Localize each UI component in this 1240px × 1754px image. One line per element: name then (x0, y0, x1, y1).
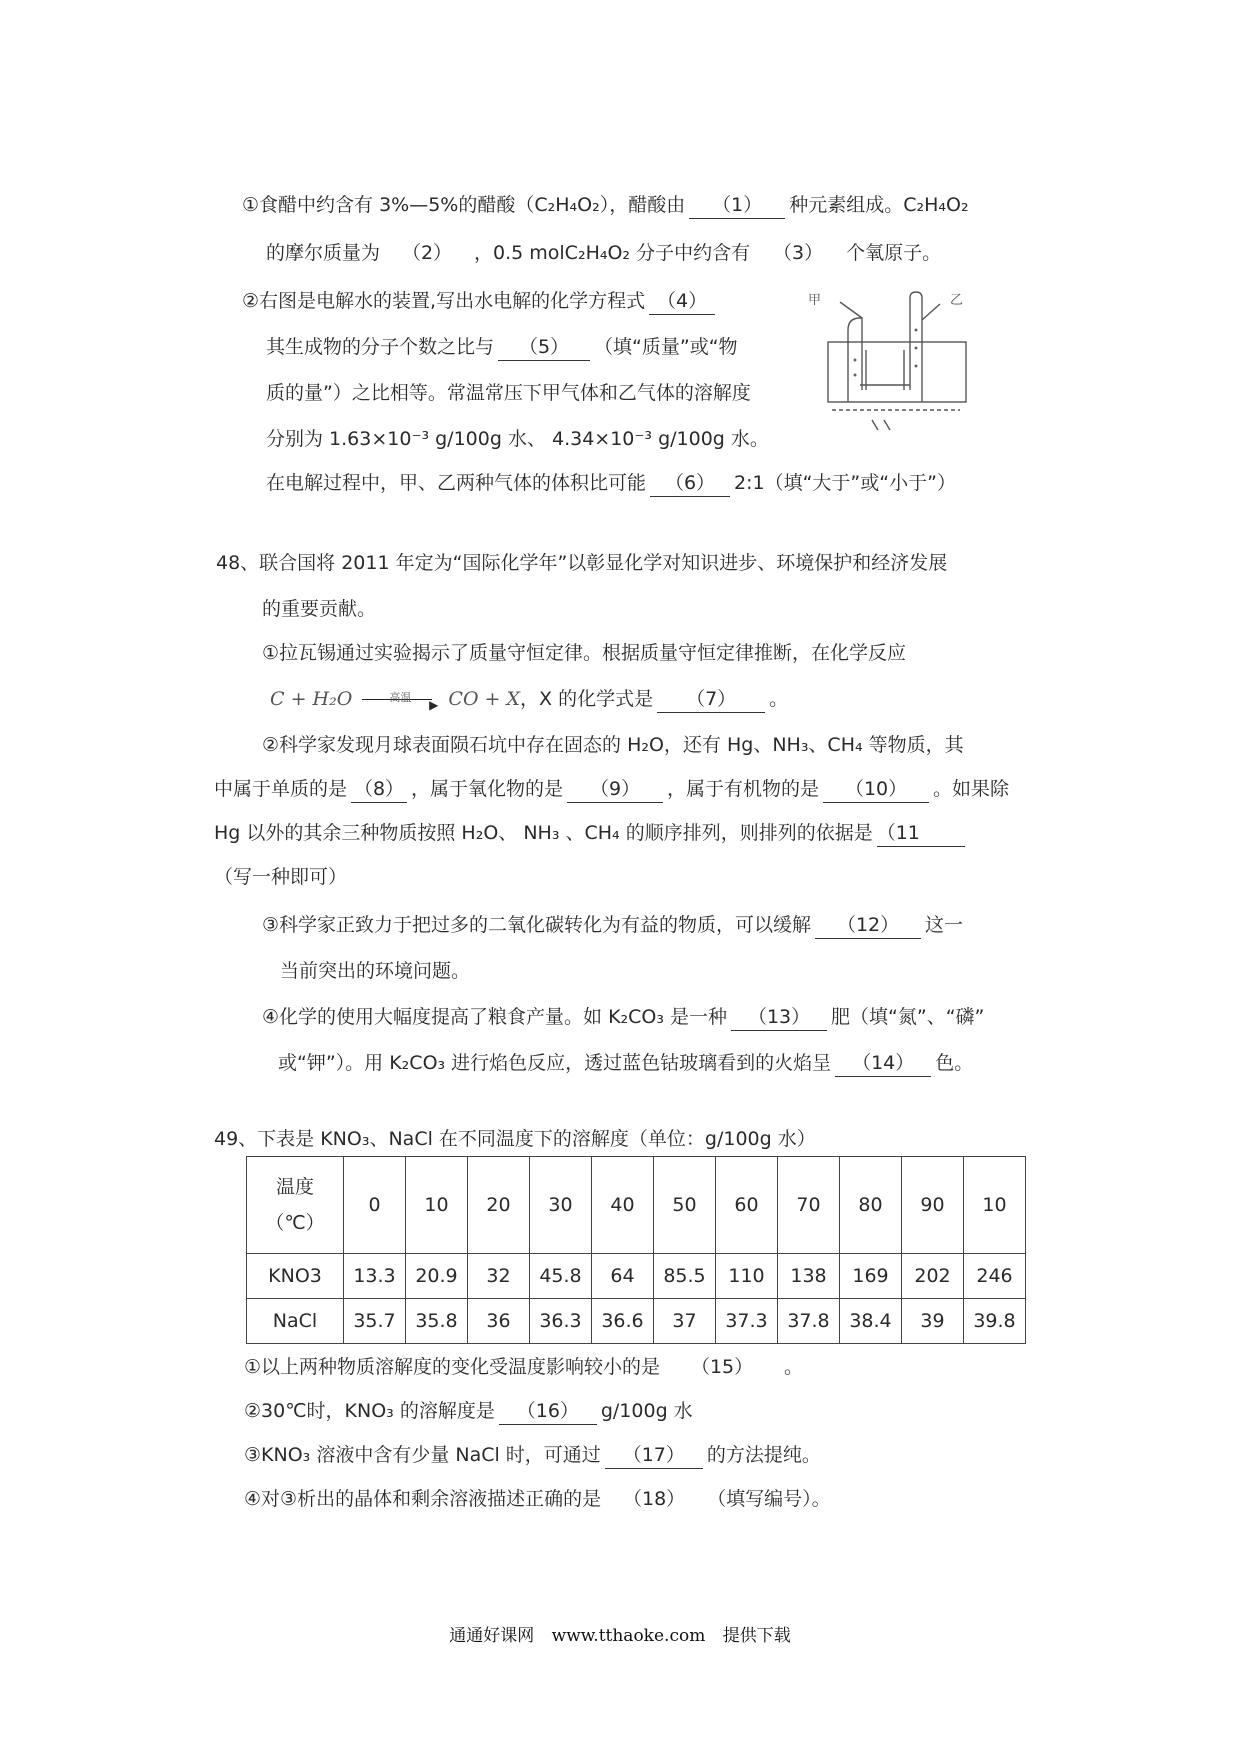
q49-text: 的方法提纯。 (706, 1444, 821, 1466)
value-cell: 169 (840, 1254, 902, 1299)
value-cell: 110 (716, 1254, 778, 1299)
value-cell: 38.4 (840, 1299, 902, 1344)
value-cell: 202 (902, 1254, 964, 1299)
answer-blank-6: （6） (650, 470, 730, 497)
answer-blank-1: （1） (689, 192, 785, 219)
value-cell: 246 (964, 1254, 1026, 1299)
temp-cell: 40 (592, 1157, 654, 1254)
q47-text: 的摩尔质量为 (266, 242, 381, 264)
answer-blank-7: （7） (657, 686, 765, 713)
q47-line-6: 分别为 1.63×10⁻³ g/100g 水、 4.34×10⁻³ g/100g 水。 (266, 428, 769, 450)
value-cell: 37.3 (716, 1299, 778, 1344)
q48-line-1: 48、联合国将 2011 年定为“国际化学年”以彰显化学对知识进步、环境保护和经济发展 (216, 552, 948, 574)
q49-sub-1 (244, 1354, 803, 1380)
value-cell: 39 (902, 1299, 964, 1344)
page-footer (0, 1621, 1240, 1646)
table-header-row (247, 1157, 1026, 1254)
value-cell: 36.6 (592, 1299, 654, 1344)
q47-line-4 (266, 334, 738, 361)
solubility-table (246, 1156, 1026, 1344)
value-cell: 36.3 (530, 1299, 592, 1344)
row-label-cell: NaCl (247, 1299, 344, 1344)
q47-text: （填“质量”或“物 (594, 336, 738, 358)
temperature-label: 温度 (275, 1176, 314, 1198)
answer-blank-2: （2） (401, 242, 453, 264)
value-cell: 32 (468, 1254, 530, 1299)
value-cell: 45.8 (530, 1254, 592, 1299)
q48-line-8: （写一种即可） (214, 866, 348, 888)
q49-sub-3 (244, 1442, 821, 1469)
answer-blank-17: （17） (605, 1442, 703, 1469)
row-label-cell: KNO3 (247, 1254, 344, 1299)
value-cell: 36 (468, 1299, 530, 1344)
q48-line-4 (270, 686, 788, 713)
q48-text: ④化学的使用大幅度提高了粮食产量。如 K₂CO₃ 是一种 (262, 1006, 728, 1028)
q47-text: 在电解过程中，甲、乙两种气体的体积比可能 (266, 472, 647, 494)
q48-line-6 (214, 776, 1009, 803)
answer-blank-14: （14） (835, 1050, 931, 1077)
value-cell: 64 (592, 1254, 654, 1299)
value-cell: 20.9 (406, 1254, 468, 1299)
value-cell: 13.3 (344, 1254, 406, 1299)
temp-cell: 90 (902, 1157, 964, 1254)
q49-sub-2 (244, 1398, 693, 1425)
equation-condition: 高温 (389, 691, 412, 704)
answer-blank-9: （9） (567, 776, 663, 803)
q49-text: ①以上两种物质溶解度的变化受温度影响较小的是 (244, 1356, 661, 1378)
temperature-header-cell (247, 1157, 344, 1254)
answer-blank-3: （3） (773, 242, 824, 264)
temperature-unit: （℃） (265, 1212, 325, 1234)
q47-text: 种元素组成。C₂H₄O₂ (789, 194, 969, 216)
q48-text: 这一 (925, 914, 964, 936)
q48-text: ③科学家正致力于把过多的二氧化碳转化为有益的物质，可以缓解 (262, 914, 812, 936)
temp-cell: 30 (530, 1157, 592, 1254)
equation-right: CO + X (448, 688, 521, 710)
q47-line-5: 质的量”）之比相等。常温常压下甲气体和乙气体的溶解度 (266, 382, 751, 404)
value-cell: 138 (778, 1254, 840, 1299)
q48-line-10: 当前突出的环境问题。 (280, 960, 471, 982)
q47-text: ①食醋中约含有 3%—5%的醋酸（C₂H₄O₂），醋酸由 (242, 194, 686, 216)
q47-line-7 (266, 470, 956, 497)
answer-blank-13: （13） (731, 1004, 827, 1031)
answer-blank-12: （12） (815, 912, 921, 939)
table-row-nacl (247, 1299, 1026, 1344)
value-cell: 39.8 (964, 1299, 1026, 1344)
answer-blank-8: （8） (351, 776, 407, 803)
q47-text: ，0.5 molC₂H₄O₂ 分子中约含有 (474, 242, 751, 264)
answer-blank-11: （11 (877, 820, 965, 847)
figure-label-left: 甲 (808, 293, 822, 308)
q47-text: 其生成物的分子个数之比与 (266, 336, 495, 358)
answer-blank-5: （5） (498, 334, 590, 361)
q47-text: ②右图是电解水的装置,写出水电解的化学方程式 (242, 290, 646, 312)
temp-cell: 10 (406, 1157, 468, 1254)
q47-line-2 (266, 240, 941, 266)
q48-text: 。如果除 (933, 778, 1010, 800)
q49-sub-4 (244, 1486, 831, 1512)
value-cell: 37 (654, 1299, 716, 1344)
footer-note: 提供下载 (722, 1626, 791, 1646)
footer-url[interactable]: www.tthaoke.com (551, 1626, 706, 1646)
value-cell: 37.8 (778, 1299, 840, 1344)
q48-text: 肥（填“氮”、“磷” (831, 1006, 985, 1028)
q48-line-5: ②科学家发现月球表面陨石坑中存在固态的 H₂O，还有 Hg、NH₃、CH₄ 等物质，其 (262, 734, 964, 756)
q48-line-7 (214, 820, 969, 847)
q48-text: ，X 的化学式是 (520, 688, 654, 710)
q48-text: Hg 以外的其余三种物质按照 H₂O、 NH₃ 、CH₄ 的顺序排列，则排列的依据是 (214, 822, 873, 844)
q47-line-3 (242, 288, 719, 315)
footer-site-name: 通通好课网 (449, 1626, 535, 1646)
temp-cell: 80 (840, 1157, 902, 1254)
q48-line-9 (262, 912, 963, 939)
temp-cell: 20 (468, 1157, 530, 1254)
q48-text: 中属于单质的是 (214, 778, 348, 800)
answer-blank-16: （16） (499, 1398, 597, 1425)
solubility-table-wrap (246, 1156, 1026, 1344)
q48-text: ，属于氧化物的是 (411, 778, 564, 800)
q48-text: 。 (769, 688, 789, 710)
equation-left: C + H₂O (270, 688, 353, 710)
temp-cell: 50 (654, 1157, 716, 1254)
q49-intro: 49、下表是 KNO₃、NaCl 在不同温度下的溶解度（单位：g/100g 水） (214, 1128, 816, 1150)
q47-text: 个氧原子。 (846, 242, 942, 264)
equation-arrow: 高温 ▶ (362, 699, 438, 700)
q49-text: ③KNO₃ 溶液中含有少量 NaCl 时，可通过 (244, 1444, 601, 1466)
q48-line-2: 的重要贡献。 (262, 598, 377, 620)
value-cell: 35.7 (344, 1299, 406, 1344)
answer-blank-10: （10） (823, 776, 929, 803)
answer-blank-18: （18） (622, 1488, 686, 1510)
figure-label-right: 乙 (950, 293, 964, 308)
q49-text: ④对③析出的晶体和剩余溶液描述正确的是 (244, 1488, 602, 1510)
temp-cell: 10 (964, 1157, 1026, 1254)
value-cell: 85.5 (654, 1254, 716, 1299)
electrolysis-apparatus-figure (800, 290, 990, 440)
q48-line-12 (278, 1050, 973, 1077)
answer-blank-15: （15） (690, 1356, 754, 1378)
q47-text: 2:1（填“大于”或“小于”） (734, 472, 956, 494)
q48-text: ，属于有机物的是 (667, 778, 820, 800)
q49-text: （填写编号）。 (707, 1488, 831, 1510)
q48-line-11 (262, 1004, 984, 1031)
value-cell: 35.8 (406, 1299, 468, 1344)
q48-text: 色。 (935, 1052, 974, 1074)
q49-text: g/100g 水 (600, 1400, 693, 1422)
temp-cell: 0 (344, 1157, 406, 1254)
temp-cell: 60 (716, 1157, 778, 1254)
q49-text: 。 (784, 1356, 804, 1378)
answer-blank-4: （4） (649, 288, 715, 315)
temp-cell: 70 (778, 1157, 840, 1254)
q49-text: ②30℃时，KNO₃ 的溶解度是 (244, 1400, 495, 1422)
q48-text: 或“钾”）。用 K₂CO₃ 进行焰色反应，透过蓝色钴玻璃看到的火焰呈 (278, 1052, 832, 1074)
q47-line-1 (242, 192, 969, 219)
q48-line-3: ①拉瓦锡通过实验揭示了质量守恒定律。根据质量守恒定律推断，在化学反应 (262, 642, 907, 664)
table-row-kno3 (247, 1254, 1026, 1299)
